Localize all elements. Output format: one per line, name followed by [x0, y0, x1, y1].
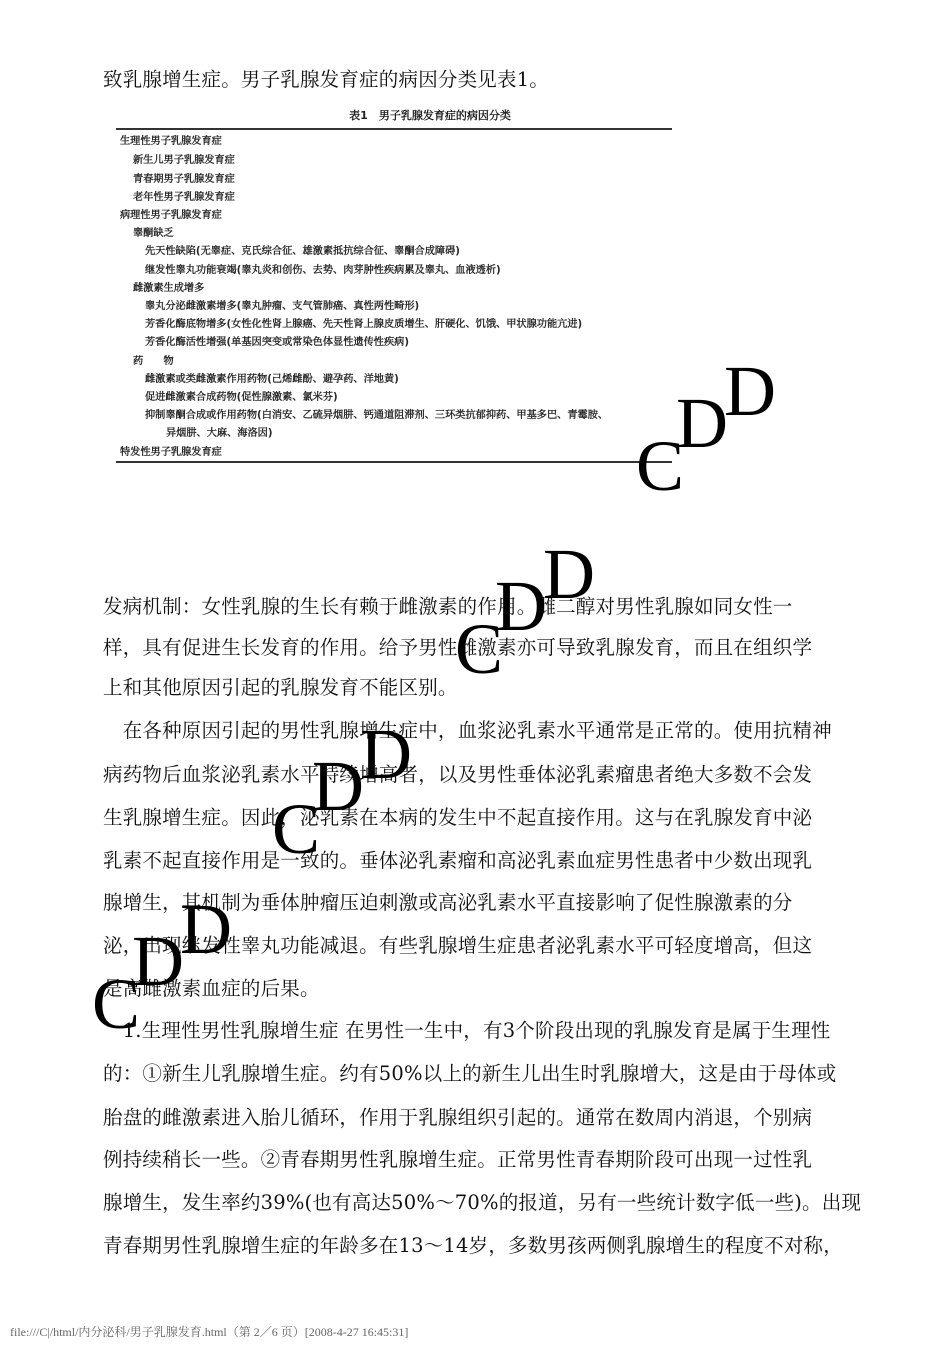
watermark-d: D: [180, 889, 232, 969]
body-line: 腺增生，发生率约39%(也有高达50%～70%的报道，另有一些统计数字低一些)。出现: [103, 1191, 862, 1214]
watermark-c: C: [636, 426, 685, 506]
body-line: 病药物后血浆泌乳素水平持续增高者，以及男性垂体泌乳素瘤患者绝大多数不会发: [103, 763, 813, 786]
body-line: 是高雌激素血症的后果。: [103, 977, 320, 1000]
intro-line: 致乳腺增生症。男子乳腺发育症的病因分类见表1。: [103, 68, 550, 91]
table-row: 促进雌激素合成药物(促性腺激素、氯米芬): [145, 392, 338, 403]
table-row: 老年性男子乳腺发育症: [133, 192, 235, 203]
table-row: 异烟肼、大麻、海洛因): [166, 428, 273, 439]
body-line: 生乳腺增生症。因此，泌乳素在本病的发生中不起直接作用。这与在乳腺发育中泌: [103, 806, 813, 829]
table-row: 芳香化酶底物增多(女性化性肾上腺癌、先天性肾上腺皮质增生、肝硬化、饥饿、甲状腺功能亢进): [145, 319, 583, 330]
watermark-d: D: [543, 534, 595, 614]
table-top-rule: [116, 128, 672, 130]
table-row: 生理性男子乳腺发育症: [120, 136, 222, 147]
watermark-d: D: [724, 351, 776, 431]
watermark-d: D: [132, 921, 184, 1001]
table-row: 青春期男子乳腺发育症: [133, 174, 235, 185]
cdd-watermark: [636, 351, 816, 525]
table-bottom-rule: [116, 461, 672, 463]
table-row: 雌激素生成增多: [133, 283, 205, 294]
table-row: 芳香化酶活性增强(单基因突变或常染色体显性遗传性疾病): [145, 337, 409, 348]
body-line: 上和其他原因引起的乳腺发育不能区别。: [103, 676, 458, 699]
body-line: 胎盘的雌激素进入胎儿循环，作用于乳腺组织引起的。通常在数周内消退，个别病: [103, 1106, 813, 1129]
table-row: 先天性缺陷(无睾症、克氏综合征、雄激素抵抗综合征、睾酮合成障碍): [145, 246, 460, 257]
watermark-d: D: [676, 383, 728, 463]
body-line: 的：①新生儿乳腺增生症。约有50%以上的新生儿出生时乳腺增大，这是由于母体或: [103, 1062, 837, 1085]
watermark-d: D: [312, 746, 364, 826]
watermark-c: C: [455, 609, 504, 689]
table-row: 睾酮缺乏: [133, 228, 174, 239]
body-line: 例持续稍长一些。②青春期男性乳腺增生症。正常男性青春期阶段可出现一过性乳: [103, 1148, 813, 1171]
page-footer: file:///C|/html/内分泌科/男子乳腺发育.html（第 2／6 页）[2008-4-27 16:45:31]: [10, 1325, 409, 1339]
body-line: 泌，出现继发性睾丸功能减退。有些乳腺增生症患者泌乳素水平可轻度增高，但这: [103, 934, 813, 957]
body-line: 样，具有促进生长发育的作用。给予男性雌激素亦可导致乳腺发育，而且在组织学: [103, 636, 813, 659]
cdd-watermark: [455, 534, 635, 708]
body-line: 青春期男性乳腺增生症的年龄多在13～14岁，多数男孩两侧乳腺增生的程度不对称，: [103, 1234, 843, 1257]
table-row: 抑制睾酮合成或作用药物(白消安、乙硫异烟肼、钙通道阻滞剂、三环类抗郁抑药、甲基多巴、青霉胺、: [145, 410, 609, 421]
cdd-watermark: [272, 714, 452, 888]
table-row: 特发性男子乳腺发育症: [120, 447, 222, 458]
body-line: 发病机制：女性乳腺的生长有赖于雌激素的作用。雌二醇对男性乳腺如同女性一: [103, 595, 793, 618]
watermark-c: C: [92, 964, 141, 1044]
table-row: 药 物: [133, 356, 174, 367]
table-row: 新生儿男子乳腺发育症: [133, 155, 235, 166]
table-row: 病理性男子乳腺发育症: [120, 210, 222, 221]
body-line: 乳素不起直接作用是一致的。垂体泌乳素瘤和高泌乳素血症男性患者中少数出现乳: [103, 849, 813, 872]
table-row: 继发性睾丸功能衰竭(睾丸炎和创伤、去势、肉芽肿性疾病累及睾丸、血液透析): [145, 265, 501, 276]
cdd-watermark: [92, 889, 272, 1063]
table-row: 雌激素或类雌激素作用药物(己烯雌酚、避孕药、洋地黄): [145, 374, 399, 385]
watermark-c: C: [272, 789, 321, 869]
body-line: 1.生理性男性乳腺增生症 在男性一生中，有3个阶段出现的乳腺发育是属于生理性: [103, 1019, 831, 1042]
body-line: 腺增生，其机制为垂体肿瘤压迫刺激或高泌乳素水平直接影响了促性腺激素的分: [103, 891, 793, 914]
body-line: 在各种原因引起的男性乳腺增生症中，血浆泌乳素水平通常是正常的。使用抗精神: [103, 719, 832, 742]
table-row: 睾丸分泌雌激素增多(睾丸肿瘤、支气管肺癌、真性两性畸形): [145, 301, 420, 312]
table-caption: 表1 男子乳腺发育症的病因分类: [349, 109, 511, 122]
watermark-d: D: [495, 566, 547, 646]
watermark-d: D: [360, 714, 412, 794]
